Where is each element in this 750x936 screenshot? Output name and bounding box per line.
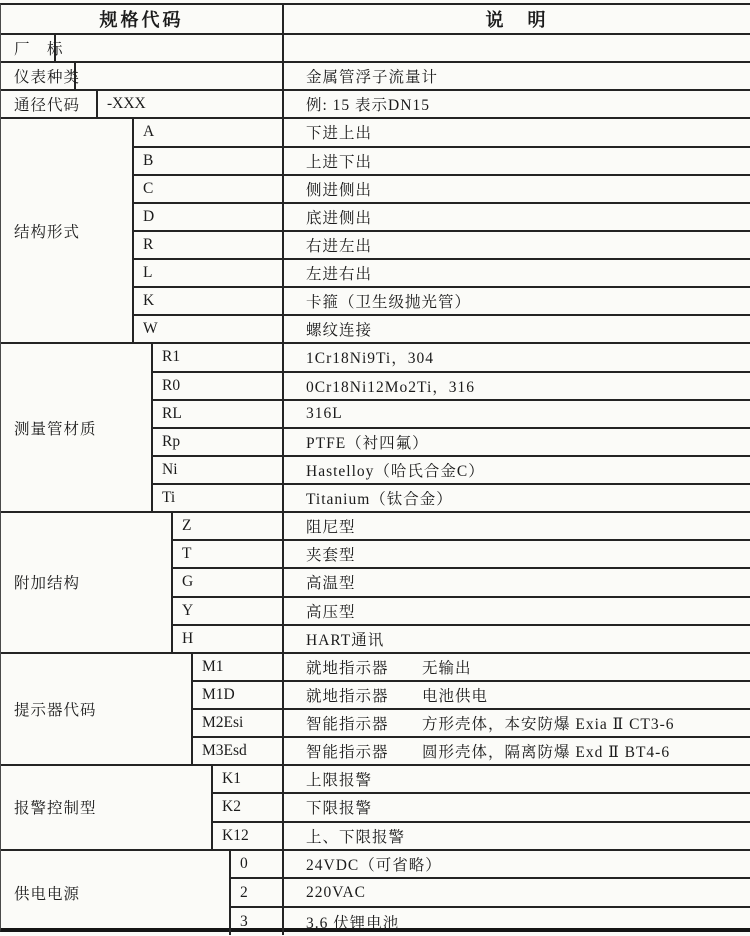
table-row [173,598,750,626]
section-rows [98,91,750,117]
description-cell: 0Cr18Ni12Mo2Ti，316 [306,378,476,396]
description-cell: 3.6 伏锂电池 [306,914,400,932]
section-label: 结构形式 [1,119,134,342]
table-section [1,654,750,767]
description-cell: 24VDC（可省略） [306,857,442,875]
code-cell: R0 [153,373,284,399]
table-row [153,344,750,372]
table-row [193,682,750,710]
table-section [1,63,750,91]
code-cell: M2Esi [193,710,284,736]
code-cell: B [134,148,284,174]
table-section [1,766,750,850]
code-cell: R [134,232,284,258]
table-row [134,288,750,316]
table-row [193,738,750,764]
code-cell: A [134,119,284,145]
table-row [134,148,750,176]
code-cell: 2 [231,879,284,906]
table-body [1,35,750,935]
table-row [134,176,750,204]
code-cell: K2 [213,794,284,820]
description-cell: 220VAC [306,883,366,901]
table-row [213,766,750,794]
header-description-column: 说 明 [485,10,549,30]
description-cell: 底进侧出 [306,209,373,227]
description-cell: 上、下限报警 [306,828,406,846]
description-cell: 下限报警 [306,800,373,818]
description-cell: 右进左出 [306,237,373,255]
code-cell: Ni [153,457,284,483]
code-cell: M3Esd [193,738,284,764]
code-cell [56,35,284,61]
section-rows [231,851,750,935]
description-cell: 金属管浮子流量计 [306,69,439,87]
code-cell: Z [173,513,284,539]
section-rows [76,63,750,89]
description-part2: 电池供电 [422,687,489,705]
section-label: 测量管材质 [1,344,153,511]
description-cell: 例: 15 表示DN15 [306,97,430,115]
table-row [98,91,750,117]
table-row [153,485,750,511]
description-part2: 无输出 [422,659,472,677]
section-rows [173,513,750,652]
code-cell: 0 [231,851,284,878]
table-header-row [1,5,750,35]
table-row [134,316,750,342]
table-section [1,513,750,654]
table-row [231,879,750,908]
description-cell: Hastelloy（哈氏合金C） [306,462,485,480]
table-section [1,91,750,119]
table-row [173,626,750,652]
table-row [193,710,750,738]
code-cell: Ti [153,485,284,511]
table-row [134,232,750,260]
section-label: 供电电源 [1,851,231,935]
code-cell [76,63,284,89]
table-row [193,654,750,682]
table-row [153,373,750,401]
code-cell: RL [153,401,284,427]
table-section [1,344,750,513]
description-cell: 阻尼型 [306,519,356,537]
section-label: 报警控制型 [1,766,213,848]
code-cell: Y [173,598,284,624]
table-row [153,429,750,457]
description-cell: PTFE（衬四氟） [306,434,429,452]
code-cell: K1 [213,766,284,792]
table-row [213,794,750,822]
description-cell: 夹套型 [306,547,356,565]
description-cell: 上限报警 [306,772,373,790]
header-spec-code-column: 规格代码 [1,5,284,33]
description-cell [284,35,750,61]
section-rows [153,344,750,511]
description-cell: 卡箍（卫生级抛光管） [306,294,472,312]
table-row [231,908,750,935]
code-cell: D [134,204,284,230]
table-row [134,119,750,147]
table-row [173,541,750,569]
description-cell: 316L [306,404,343,422]
spec-table [0,3,750,932]
code-cell: W [134,316,284,342]
table-row [134,260,750,288]
code-cell: K12 [213,823,284,849]
section-label: 厂 标 [1,35,56,61]
code-cell: 3 [231,908,284,935]
table-row [213,823,750,849]
code-cell: M1D [193,682,284,708]
code-cell: -XXX [98,91,284,117]
table-row [153,401,750,429]
description-part1: 智能指示器 [306,716,389,734]
description-cell [284,654,750,680]
description-cell: 下进上出 [306,125,373,143]
section-rows [56,35,750,61]
description-part2: 方形壳体，本安防爆 Exia Ⅱ CT3-6 [422,716,675,734]
description-cell: Titanium（钛合金） [306,491,453,509]
section-rows [213,766,750,848]
table-section [1,119,750,344]
description-part1: 就地指示器 [306,659,389,677]
description-cell: 左进右出 [306,266,373,284]
table-row [173,513,750,541]
description-cell [284,710,750,736]
section-label: 附加结构 [1,513,173,652]
code-cell: T [173,541,284,567]
description-cell: 螺纹连接 [306,322,373,340]
description-cell: 1Cr18Ni9Ti，304 [306,350,434,368]
description-cell: 高温型 [306,575,356,593]
table-row [231,851,750,880]
description-cell: 侧进侧出 [306,181,373,199]
description-cell: 上进下出 [306,153,373,171]
code-cell: C [134,176,284,202]
section-rows [193,654,750,765]
code-cell: R1 [153,344,284,370]
description-part1: 就地指示器 [306,687,389,705]
code-cell: M1 [193,654,284,680]
description-cell [284,682,750,708]
table-section [1,35,750,63]
section-label: 提示器代码 [1,654,193,765]
description-cell [284,738,750,764]
description-cell: HART通讯 [306,631,385,649]
table-section [1,851,750,935]
description-cell: 高压型 [306,603,356,621]
table-row [173,569,750,597]
section-label: 通径代码 [1,91,98,117]
description-part1: 智能指示器 [306,744,389,762]
table-row [56,35,750,61]
code-cell: H [173,626,284,652]
table-row [76,63,750,89]
section-rows [134,119,750,342]
description-part2: 圆形壳体，隔离防爆 Exd Ⅱ BT4-6 [422,744,671,762]
table-row [153,457,750,485]
code-cell: L [134,260,284,286]
section-label: 仪表种类 [1,63,76,89]
code-cell: Rp [153,429,284,455]
code-cell: K [134,288,284,314]
code-cell: G [173,569,284,595]
table-row [134,204,750,232]
